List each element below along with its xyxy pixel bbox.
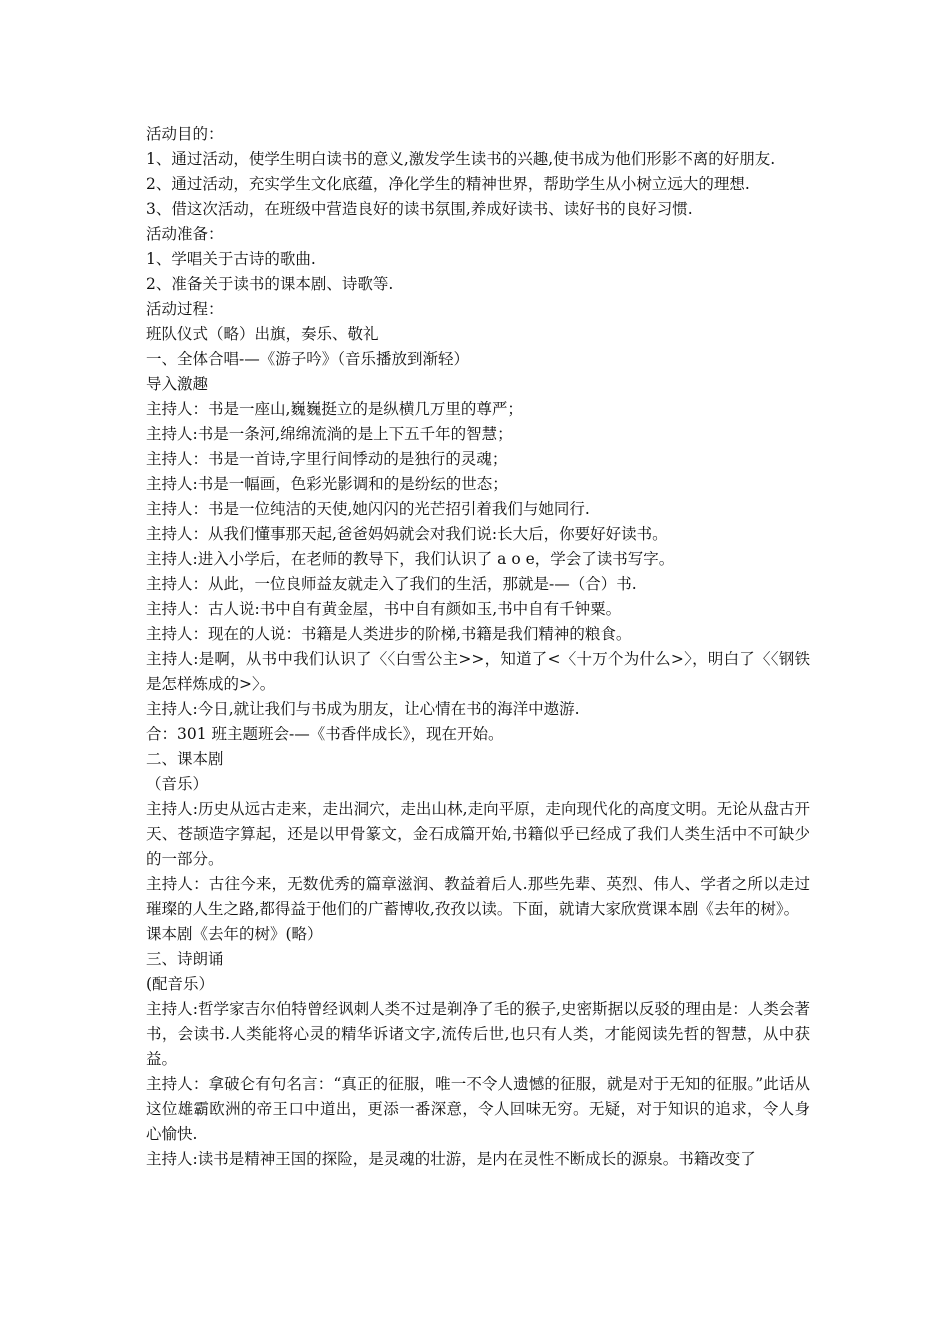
host-line: 主持人：古人说:书中自有黄金屋，书中自有颜如玉,书中自有千钟粟。	[146, 600, 622, 618]
part-heading: 二、课本剧	[146, 750, 224, 768]
section-heading-preparation: 活动准备：	[146, 225, 224, 243]
host-line: 主持人：拿破仑有句名言：“真正的征服，唯一不令人遗憾的征服，就是对于无知的征服。”此话从这位雄霸欧洲的帝王口中道出，更添一番深意，令人回味无穷。无疑，对于知识的追求，令人身心愉快.	[146, 1075, 810, 1143]
host-line: 主持人:书是一幅画，色彩光影调和的是纷纭的世态；	[146, 475, 508, 493]
paragraph: 1、通过活动，使学生明白读书的意义,激发学生读书的兴趣,使书成为他们形影不离的好朋友.	[146, 150, 776, 168]
host-line: 主持人：从我们懂事那天起,爸爸妈妈就会对我们说:长大后，你要好好读书。	[146, 525, 668, 543]
section-heading-purpose: 活动目的：	[146, 125, 224, 143]
paragraph: 课本剧《去年的树》(略）	[146, 925, 323, 943]
host-line: 主持人:是啊，从书中我们认识了〈〈白雪公主>>，知道了<〈十万个为什么>〉，明白了〈〈钢铁是怎样炼成的>〉。	[146, 650, 810, 693]
part-heading: 三、诗朗诵	[146, 950, 224, 968]
host-line: 主持人：书是一首诗,字里行间悸动的是独行的灵魂；	[146, 450, 508, 468]
host-line: 主持人：从此，一位良师益友就走入了我们的生活，那就是-—（合）书.	[146, 575, 637, 593]
host-line: 主持人：书是一座山,巍巍挺立的是纵横几万里的尊严；	[146, 400, 523, 418]
document-body	[146, 122, 810, 1172]
paragraph: (配音乐）	[146, 975, 215, 993]
paragraph: 2、通过活动，充实学生文化底蕴，净化学生的精神世界，帮助学生从小树立远大的理想.	[146, 175, 750, 193]
host-line: 主持人:历史从远古走来，走出洞穴，走出山林,走向平原，走向现代化的高度文明。无论从盘古开天、苍颉造字算起，还是以甲骨篆文，金石成篇开始,书籍似乎已经成了我们人类生活中不可缺少的一部分。	[146, 800, 810, 868]
host-line: 主持人:书是一条河,绵绵流淌的是上下五千年的智慧；	[146, 425, 513, 443]
host-line: 主持人：书是一位纯洁的天使,她闪闪的光芒招引着我们与她同行.	[146, 500, 590, 518]
paragraph: 合：301 班主题班会-—《书香伴成长》，现在开始。	[146, 725, 504, 743]
paragraph: 班队仪式（略）出旗，奏乐、敬礼	[146, 325, 379, 343]
paragraph: 1、学唱关于古诗的歌曲.	[146, 250, 316, 268]
paragraph: 导入激趣	[146, 375, 209, 393]
host-line: 主持人:读书是精神王国的探险，是灵魂的壮游，是内在灵性不断成长的源泉。书籍改变了	[146, 1150, 756, 1168]
host-line: 主持人:哲学家吉尔伯特曾经讽刺人类不过是剃净了毛的猴子,史密斯据以反驳的理由是：人类会著书，会读书.人类能将心灵的精华诉诸文字,流传后世,也只有人类，才能阅读先哲的智慧，从中获益。	[146, 1000, 810, 1068]
part-heading: 一、全体合唱-—《游子吟》（音乐播放到渐轻）	[146, 350, 469, 368]
paragraph: 2、准备关于读书的课本剧、诗歌等.	[146, 275, 394, 293]
host-line: 主持人：现在的人说：书籍是人类进步的阶梯,书籍是我们精神的粮食。	[146, 625, 632, 643]
host-line: 主持人:今日,就让我们与书成为朋友，让心情在书的海洋中遨游.	[146, 700, 580, 718]
paragraph: （音乐）	[146, 775, 209, 793]
host-line: 主持人：古往今来，无数优秀的篇章滋润、教益着后人.那些先辈、英烈、伟人、学者之所以走过璀璨的人生之路,都得益于他们的广蓄博收,孜孜以读。下面，就请大家欣赏课本剧《去年的树》。	[146, 875, 810, 918]
host-line: 主持人:进入小学后，在老师的教导下，我们认识了 a o e，学会了读书写字。	[146, 550, 675, 568]
section-heading-process: 活动过程：	[146, 300, 224, 318]
paragraph: 3、借这次活动，在班级中营造良好的读书氛围,养成好读书、读好书的良好习惯.	[146, 200, 693, 218]
